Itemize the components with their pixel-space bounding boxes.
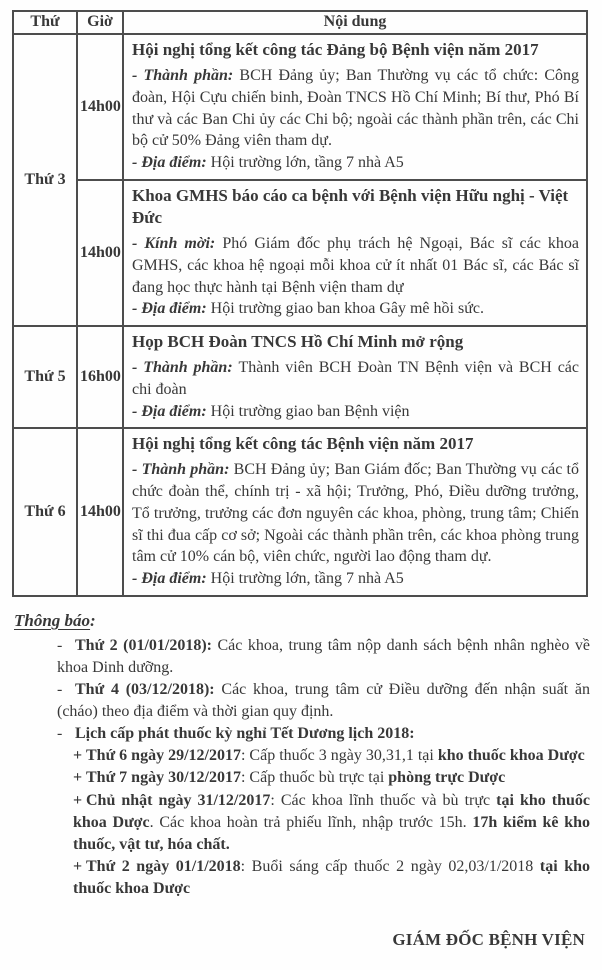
text-segment: Khoa GMHS báo cáo ca bệnh với Bệnh viện Hữu nghị - Việt Đức: [132, 185, 569, 227]
day-cell: Thứ 3: [13, 34, 77, 326]
text-segment: kho thuốc khoa Dược: [437, 747, 585, 765]
text-segment: - Địa điểm:: [132, 570, 211, 588]
event-detail: [132, 401, 579, 423]
list-marker: +: [73, 857, 83, 875]
schedule-table-header: [13, 11, 587, 34]
schedule-table: [12, 10, 588, 597]
event-detail: [132, 233, 579, 298]
table-row: [13, 326, 587, 428]
event-title: [132, 331, 579, 353]
text-segment: BCH Đảng ủy; Ban Thường vụ các tổ chức: Công đoàn, Hội Cựu chiến binh, Đoàn TNCS Hồ Chí Minh; Bí thư, Phó Bí thư và các Ban Chi ủy các Chi bộ; ngoài các thành phần trên, các Chi bộ cử 50% Đảng viên tham dự.: [132, 67, 579, 150]
announcement-item: [73, 856, 590, 900]
signature: GIÁM ĐỐC BỆNH VIỆN: [392, 929, 585, 949]
text-segment: Hội nghị tổng kết công tác Bệnh viện năm 2017: [132, 434, 474, 454]
list-marker: -: [57, 681, 63, 699]
text-segment: : Các khoa lĩnh thuốc và bù trực: [270, 791, 497, 809]
announcements-heading: [14, 611, 602, 631]
event-title: [132, 185, 579, 229]
text-segment: Hội trường giao ban khoa Gây mê hồi sức.: [210, 300, 484, 318]
event-detail: [132, 65, 579, 152]
announcements-list: [0, 635, 590, 900]
text-segment: Hội nghị tổng kết công tác Đảng bộ Bệnh viện năm 2017: [132, 40, 539, 59]
table-row: [13, 180, 587, 326]
event-detail: [132, 152, 579, 174]
table-row: [13, 34, 587, 180]
text-segment: - Địa điểm:: [132, 402, 211, 420]
announcements-heading-label: Thông báo: [14, 610, 91, 630]
time-cell: 14h00: [77, 428, 123, 596]
text-segment: Hội trường giao ban Bệnh viện: [210, 402, 410, 420]
table-header-row: [13, 11, 587, 34]
event-detail: [132, 568, 579, 590]
text-segment: - Thành phần:: [132, 359, 239, 377]
text-segment: Thứ 2 ngày 01/1/2018: [86, 857, 241, 875]
list-marker: -: [57, 636, 63, 654]
time-cell: 14h00: [77, 180, 123, 326]
text-segment: Lịch cấp phát thuốc kỳ nghỉ Tết Dương lịch 2018:: [75, 725, 415, 743]
text-segment: Chủ nhật ngày 31/12/2017: [86, 791, 271, 809]
table-row: [13, 428, 587, 596]
text-segment: BCH Đảng ủy; Ban Giám đốc; Ban Thường vụ các tổ chức đoàn thể, chính trị - xã hội; Trưởng, Phó, Điều dưỡng trưởng, Tổ trưởng, trưởng các đơn nguyên các khoa, phòng, trung tâm; Chiến sĩ thi đua cấp cơ sở; Ngoài các thành phần trên, các khoa phòng trung tâm cử 10% cán bộ, viên chức, người lao động tham dự.: [132, 461, 580, 566]
announcement-item: [73, 790, 590, 856]
text-segment: : Cấp thuốc bù trực tại: [240, 769, 389, 787]
text-segment: - Kính mời:: [132, 235, 223, 253]
text-segment: : Buổi sáng cấp thuốc 2 ngày 02,03/1/2018: [240, 857, 540, 875]
day-cell: Thứ 6: [13, 428, 77, 596]
list-marker: -: [57, 725, 63, 743]
text-segment: phòng trực Dược: [388, 769, 506, 787]
announcement-item: [57, 679, 590, 723]
announcements-heading-colon: :: [90, 610, 96, 630]
text-segment: Thứ 7 ngày 30/12/2017: [86, 769, 241, 787]
text-segment: Thứ 6 ngày 29/12/2017: [86, 747, 241, 765]
text-segment: - Thành phần:: [132, 461, 234, 479]
table-header-cell: Thứ: [13, 11, 77, 34]
time-cell: 14h00: [77, 34, 123, 180]
list-marker: +: [73, 747, 83, 765]
text-segment: Thứ 2 (01/01/2018):: [75, 636, 218, 654]
content-cell: [123, 326, 587, 428]
text-segment: Thành viên BCH Đoàn TN Bệnh viện và BCH các chi đoàn: [132, 359, 580, 398]
schedule-table-body: [13, 34, 587, 596]
content-cell: [123, 428, 587, 596]
text-segment: Họp BCH Đoàn TNCS Hồ Chí Minh mở rộng: [132, 332, 464, 352]
text-segment: - Thành phần:: [132, 67, 240, 85]
announcement-item: [73, 767, 590, 789]
text-segment: Hội trường lớn, tầng 7 nhà A5: [210, 570, 404, 588]
text-segment: Thứ 4 (03/12/2018):: [75, 681, 222, 699]
time-cell: 16h00: [77, 326, 123, 428]
list-marker: +: [73, 769, 83, 787]
content-cell: [123, 34, 587, 180]
event-title: [132, 433, 579, 455]
text-segment: tại kho thuốc khoa Dược: [73, 857, 590, 897]
text-segment: . Các khoa hoàn trả phiếu lĩnh, nhập trước 15h.: [149, 813, 473, 831]
day-cell: Thứ 5: [13, 326, 77, 428]
text-segment: : Cấp thuốc 3 ngày 30,31,1 tại: [240, 747, 438, 765]
text-segment: - Địa điểm:: [132, 154, 211, 172]
announcement-item: [73, 745, 590, 767]
event-title: [132, 39, 579, 61]
announcement-item: [57, 723, 590, 745]
announcement-item: [57, 635, 590, 679]
text-segment: Hội trường lớn, tầng 7 nhà A5: [210, 154, 404, 172]
text-segment: Các khoa, trung tâm nộp danh sách bệnh nhân nghèo về khoa Dinh dưỡng.: [57, 636, 590, 677]
table-header-cell: Nội dung: [123, 11, 587, 34]
event-detail: [132, 298, 579, 320]
list-marker: +: [73, 791, 83, 809]
text-segment: Các khoa, trung tâm cử Điều dưỡng đến nhận suất ăn (cháo) theo địa điểm và thời gian quy định.: [57, 681, 591, 721]
event-detail: [132, 459, 579, 568]
text-segment: - Địa điểm:: [132, 300, 211, 318]
event-detail: [132, 357, 579, 401]
table-header-cell: Giờ: [77, 11, 123, 34]
text-segment: Phó Giám đốc phụ trách hệ Ngoại, Bác sĩ các khoa GMHS, các khoa hệ ngoại mỗi khoa cử ít nhất 01 Bác sĩ, các Bác sĩ đang học thực hành tại Bệnh viện tham dự: [132, 235, 579, 296]
text-segment: 17h kiểm kê kho thuốc, vật tư, hóa chất.: [73, 813, 591, 853]
text-segment: tại kho thuốc khoa Dược: [73, 791, 591, 831]
content-cell: [123, 180, 587, 326]
